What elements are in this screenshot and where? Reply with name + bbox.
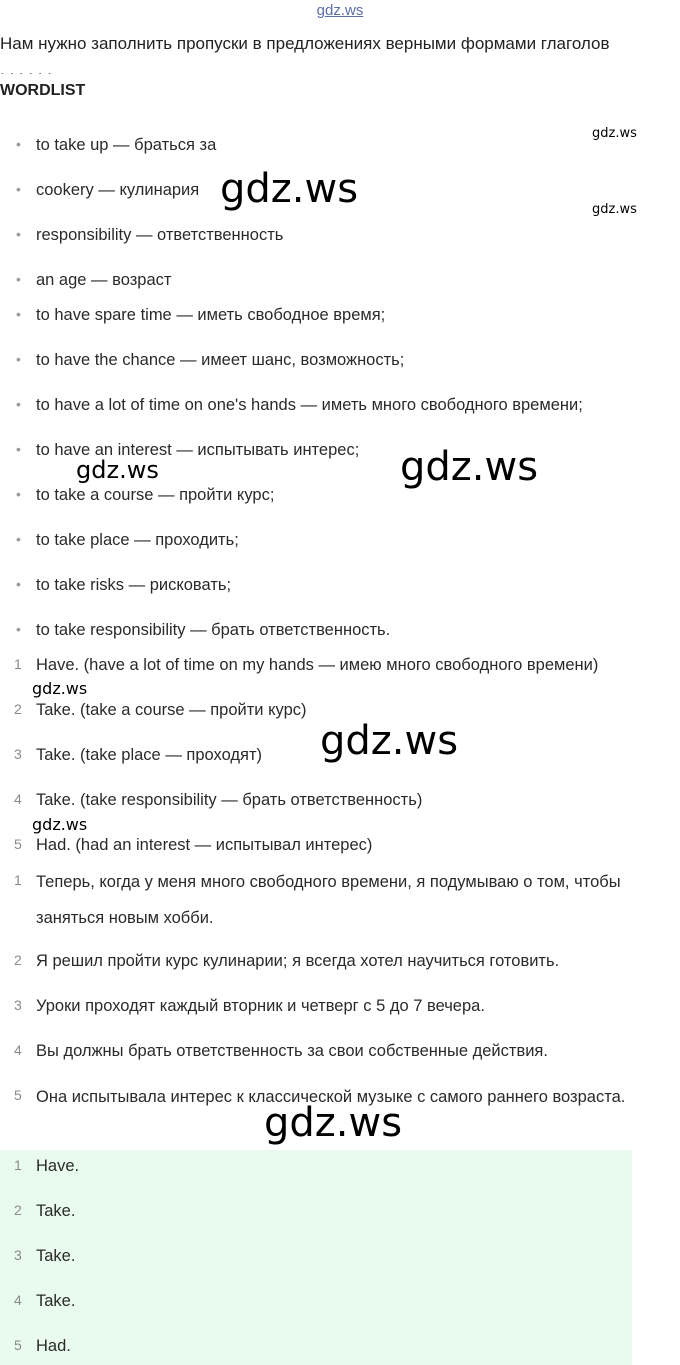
watermark: gdz.ws — [32, 679, 88, 698]
wordlist-text: an age — возраст — [36, 271, 172, 289]
wordlist-text: cookery — кулинария — [36, 181, 200, 199]
watermark: gdz.ws — [76, 456, 159, 484]
watermark: gdz.ws — [264, 1100, 403, 1146]
answer-text: Have. (have a lot of time on my hands — имею много свободного времени) — [36, 656, 599, 674]
bullet-icon: • — [16, 531, 21, 547]
bullet-icon: • — [16, 306, 21, 322]
item-number: 5 — [14, 1087, 22, 1103]
item-number: 5 — [14, 1337, 22, 1353]
item-number: 2 — [14, 952, 22, 968]
wordlist-text: to take risks — рисковать; — [36, 576, 232, 594]
watermark: gdz.ws — [400, 444, 539, 490]
task-intro: Нам нужно заполнить пропуски в предложениях верными формами глаголов — [0, 34, 610, 53]
item-number: 3 — [14, 746, 22, 762]
wordlist-heading: WORDLIST — [0, 82, 86, 99]
final-answer-text: Take. — [36, 1247, 76, 1265]
answer-text: Had. (had an interest — испытывал интерес) — [36, 836, 373, 854]
bullet-icon: • — [16, 226, 21, 242]
item-number: 4 — [14, 1042, 22, 1058]
item-number: 4 — [14, 1292, 22, 1308]
final-answer-text: Take. — [36, 1292, 76, 1310]
bullet-icon: • — [16, 181, 21, 197]
item-number: 3 — [14, 997, 22, 1013]
translation-text: Уроки проходят каждый вторник и четверг с 5 до 7 вечера. — [36, 997, 485, 1015]
wordlist-text: to take place — проходить; — [36, 531, 239, 549]
translation-text: Она испытывала интерес к классической музыке с самого раннего возраста. — [36, 1088, 626, 1106]
item-number: 5 — [14, 836, 22, 852]
bullet-icon: • — [16, 621, 21, 637]
answer-text: Take. (take a course — пройти курс) — [36, 701, 307, 719]
final-answer-text: Had. — [36, 1337, 71, 1355]
answer-text: Take. (take place — проходят) — [36, 746, 262, 764]
wordlist-text: to have a lot of time on one's hands — иметь много свободного времени; — [36, 396, 583, 414]
wordlist-text: to take a course — пройти курс; — [36, 486, 275, 504]
top-watermark-link[interactable]: gdz.ws — [316, 2, 364, 19]
bullet-icon: • — [16, 486, 21, 502]
answer-text: Take. (take responsibility — брать ответственность) — [36, 791, 423, 809]
wordlist-text: to have the chance — имеет шанс, возможность; — [36, 351, 405, 369]
watermark: gdz.ws — [592, 202, 637, 217]
final-answer-text: Have. — [36, 1157, 80, 1175]
watermark: gdz.ws — [592, 126, 637, 141]
translation-text: Вы должны брать ответственность за свои собственные действия. — [36, 1042, 548, 1060]
item-number: 4 — [14, 791, 22, 807]
item-number: 1 — [14, 1157, 22, 1173]
task-intro-cut: . . . . . . — [0, 60, 52, 74]
watermark: gdz.ws — [320, 718, 459, 764]
wordlist-text: to have an interest — испытывать интерес; — [36, 441, 360, 459]
translation-text: Теперь, когда у меня много свободного времени, я подумываю о том, чтобы заняться новым хобби. — [36, 873, 621, 927]
item-number: 2 — [14, 1202, 22, 1218]
item-number: 2 — [14, 701, 22, 717]
bullet-icon: • — [16, 136, 21, 152]
final-answers-box — [0, 1150, 632, 1365]
watermark: gdz.ws — [32, 815, 88, 834]
wordlist-text: to take up — браться за — [36, 136, 217, 154]
item-number: 1 — [14, 656, 22, 672]
final-answer-text: Take. — [36, 1202, 76, 1220]
bullet-icon: • — [16, 396, 21, 412]
wordlist-text: to have spare time — иметь свободное время; — [36, 306, 386, 324]
bullet-icon: • — [16, 441, 21, 457]
bullet-icon: • — [16, 271, 21, 287]
watermark: gdz.ws — [220, 166, 359, 212]
item-number: 1 — [14, 872, 22, 888]
wordlist-text: responsibility — ответственность — [36, 226, 284, 244]
translation-text: Я решил пройти курс кулинарии; я всегда хотел научиться готовить. — [36, 952, 560, 970]
item-number: 3 — [14, 1247, 22, 1263]
bullet-icon: • — [16, 576, 21, 592]
wordlist-text: to take responsibility — брать ответственность. — [36, 621, 391, 639]
bullet-icon: • — [16, 351, 21, 367]
